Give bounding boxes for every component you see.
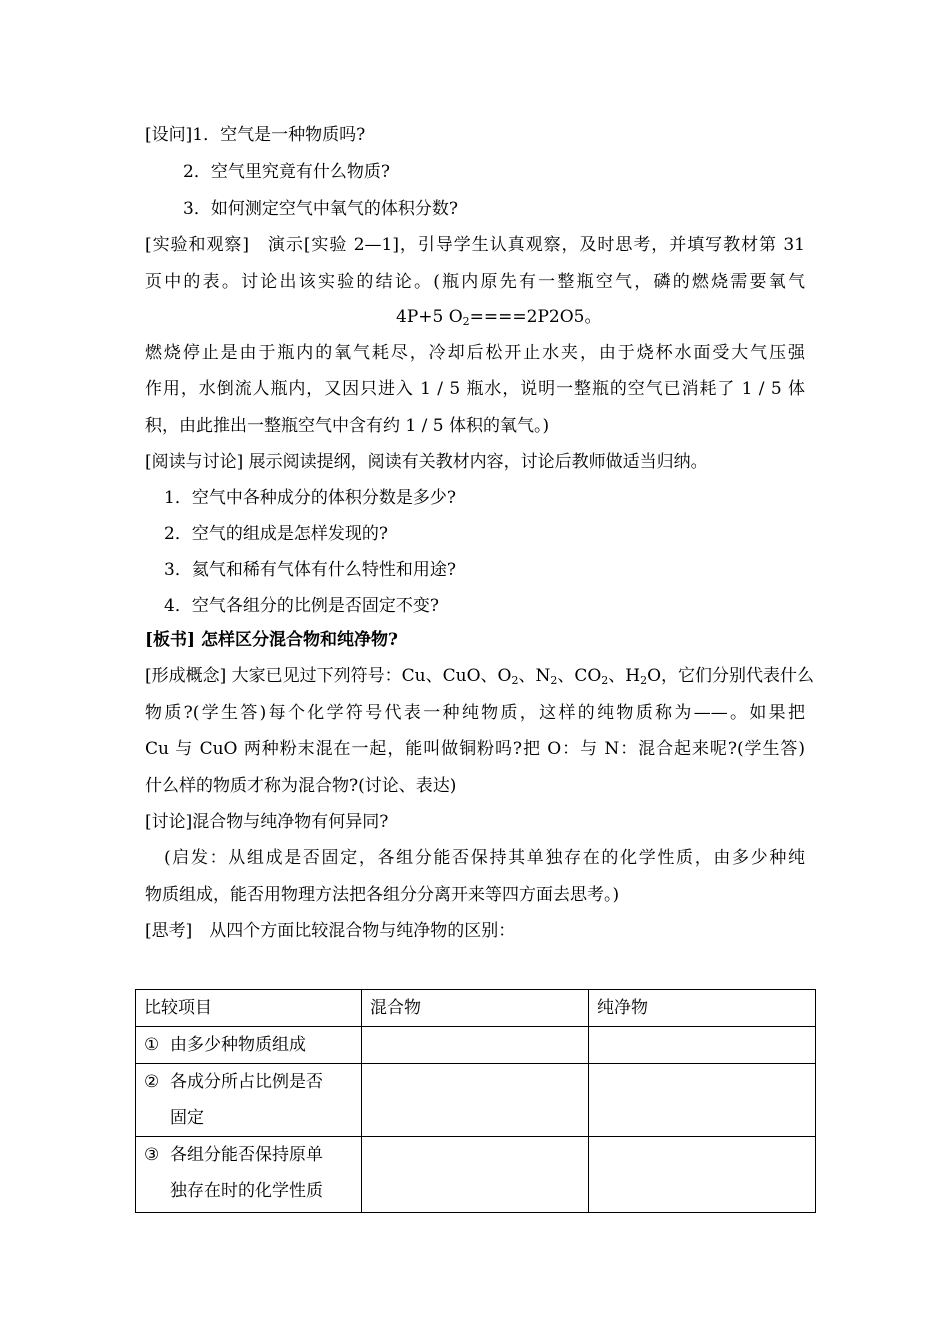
table-row [136, 1064, 816, 1137]
discussion-hint-2: 物质组成，能否用物理方法把各组分分离开来等四方面去思考。) [145, 885, 620, 905]
concept-text-c: 、CO [557, 666, 602, 686]
row-label [136, 1064, 362, 1137]
row-text: 各成分所占比例是否 [170, 1072, 323, 1092]
equation-left: 4P+5 O [396, 307, 463, 327]
reading-heading: [阅读与讨论] 展示阅读提纲，阅读有关教材内容，讨论后教师做适当归纳。 [145, 452, 708, 472]
row-label [136, 1137, 362, 1213]
concept-line-2: 物质?(学生答)每个化学符号代表一种纯物质，这样的纯物质称为——。如果把 [145, 703, 805, 723]
mixture-cell[interactable] [362, 1027, 589, 1064]
subscript-co2: 2 [601, 674, 609, 687]
comparison-table [135, 989, 816, 1213]
row-label [136, 1027, 362, 1064]
board-heading: [板书] 怎样区分混合物和纯净物? [145, 630, 398, 650]
concept-line-3: Cu 与 CuO 两种粉末混在一起，能叫做铜粉吗?把 O：与 N：混合起来呢?(学生答) [145, 739, 805, 759]
question-3: 3．如何测定空气中氧气的体积分数? [183, 199, 458, 219]
mixture-cell[interactable] [362, 1064, 589, 1137]
reading-item-1: 1．空气中各种成分的体积分数是多少? [164, 488, 456, 508]
experiment-line-1: [实验和观察] 演示[实验 2—1]，引导学生认真观察，及时思考，并填写教材第 31 [145, 235, 805, 255]
equation-right: ====2P2O5。 [469, 307, 602, 327]
pure-cell[interactable] [589, 1027, 816, 1064]
equation-subscript: 2 [462, 315, 470, 328]
experiment-line-2: 页中的表。讨论出该实验的结论。(瓶内原先有一整瓶空气，磷的燃烧需要氧气 [145, 272, 805, 292]
header-mixture: 混合物 [362, 990, 589, 1027]
pure-cell[interactable] [589, 1137, 816, 1213]
table-row [136, 1027, 816, 1064]
row-text: 由多少种物质组成 [170, 1035, 306, 1055]
row-text: 各组分能否保持原单 [170, 1145, 323, 1165]
concept-text-a: [形成概念] 大家已见过下列符号：Cu、CuO、O [145, 666, 512, 686]
reading-item-3: 3．氦气和稀有气体有什么特性和用途? [164, 560, 456, 580]
reading-item-2: 2．空气的组成是怎样发现的? [164, 524, 388, 544]
concept-text-e: O，它们分别代表什么 [647, 666, 815, 686]
table-row [136, 1137, 816, 1213]
chemical-equation [396, 307, 601, 327]
discussion-heading: [讨论]混合物与纯净物有何异同? [145, 812, 389, 832]
question-2: 2．空气里究竟有什么物质? [183, 162, 390, 182]
row-number: ① [144, 1035, 160, 1055]
experiment-line-4: 作用，水倒流人瓶内，又因只进入 1 / 5 瓶水，说明一整瓶的空气已消耗了 1 / 5 体 [145, 379, 805, 399]
concept-line-1 [145, 666, 815, 687]
experiment-line-5: 积，由此推出一整瓶空气中含有约 1 / 5 体积的氧气。) [145, 416, 550, 436]
think-heading: [思考] 从四个方面比较混合物与纯净物的区别： [145, 921, 516, 941]
concept-text-b: 、N [518, 666, 551, 686]
experiment-line-3: 燃烧停止是由于瓶内的氧气耗尽，冷却后松开止水夹，由于烧杯水面受大气压强 [145, 343, 805, 363]
row-text-cont: 独存在时的化学性质 [170, 1181, 323, 1201]
subscript-n2: 2 [550, 674, 558, 687]
reading-item-4: 4．空气各组分的比例是否固定不变? [164, 596, 439, 616]
subscript-o2: 2 [511, 674, 519, 687]
concept-text-d: 、H [608, 666, 641, 686]
row-text-cont: 固定 [170, 1108, 204, 1128]
table-header-row [136, 990, 816, 1027]
discussion-hint-1: (启发：从组成是否固定，各组分能否保持其单独存在的化学性质，由多少种纯 [164, 848, 805, 868]
pure-cell[interactable] [589, 1064, 816, 1137]
row-number: ③ [144, 1145, 160, 1165]
row-number: ② [144, 1072, 160, 1092]
mixture-cell[interactable] [362, 1137, 589, 1213]
question-1: [设问]1．空气是一种物质吗? [145, 125, 366, 145]
header-item: 比较项目 [136, 990, 362, 1027]
subscript-h2o: 2 [640, 674, 648, 687]
concept-line-4: 什么样的物质才称为混合物?(讨论、表达) [145, 776, 457, 796]
header-pure: 纯净物 [589, 990, 816, 1027]
